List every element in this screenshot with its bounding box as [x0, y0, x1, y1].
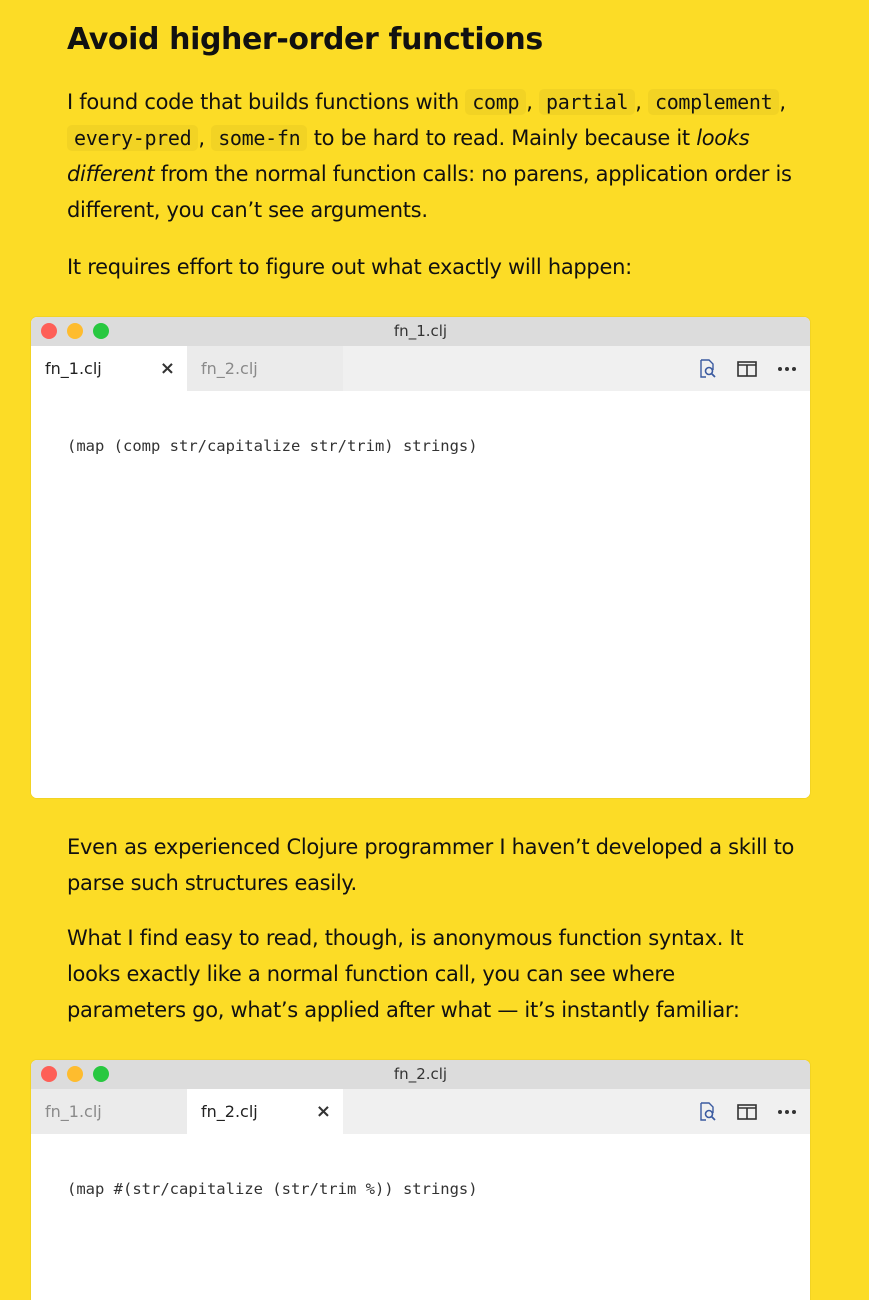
code-complement: complement	[648, 89, 779, 115]
code-editor[interactable]	[31, 391, 810, 798]
close-window-button[interactable]	[41, 1066, 57, 1082]
tab-fn-1[interactable]	[31, 346, 187, 391]
close-icon[interactable]: ×	[159, 358, 175, 379]
tab-label: fn_1.clj	[45, 1102, 102, 1121]
window-titlebar	[31, 317, 810, 346]
paragraph-anonymous: What I find easy to read, though, is anonymous function syntax. It looks exactly like a normal function call, you can see where parameters go, what’s applied after what — it’s instantly familiar:	[67, 926, 744, 1022]
code-line: (map (comp str/capitalize str/trim) strings)	[67, 437, 478, 455]
zoom-window-button[interactable]	[93, 1066, 109, 1082]
traffic-lights	[41, 323, 109, 339]
tab-label: fn_2.clj	[201, 1102, 258, 1121]
close-icon[interactable]: ×	[315, 1101, 331, 1122]
code-line: (map #(str/capitalize (str/trim %)) strings)	[67, 1180, 478, 1198]
paragraph-experience: Even as experienced Clojure programmer I haven’t developed a skill to parse such structures easily.	[67, 835, 795, 895]
close-window-button[interactable]	[41, 323, 57, 339]
split-editor-icon[interactable]	[736, 358, 758, 380]
window-titlebar	[31, 1060, 810, 1089]
search-file-icon[interactable]	[696, 1101, 718, 1123]
paragraph-intro: I found code that builds functions with comp , partial , complement , every-pred , some-fn to be hard to read. Mainly because it looks different from the normal function calls: no parens, application order is different, you can’t see arguments.	[67, 90, 792, 222]
code-every-pred: every-pred	[67, 125, 198, 151]
more-icon[interactable]	[776, 1101, 798, 1123]
page-title: Avoid higher-order functions	[67, 22, 543, 57]
split-editor-icon[interactable]	[736, 1101, 758, 1123]
editor-window-1	[31, 317, 810, 798]
emphasis: looks different	[67, 126, 750, 186]
tab-bar	[31, 1089, 810, 1134]
window-title: fn_2.clj	[393, 1065, 448, 1083]
tab-bar	[31, 346, 810, 391]
tab-fn-1[interactable]	[31, 1089, 187, 1134]
code-some-fn: some-fn	[211, 125, 307, 151]
tab-fn-2[interactable]	[187, 1089, 343, 1134]
editor-actions	[696, 358, 798, 380]
search-file-icon[interactable]	[696, 358, 718, 380]
code-comp: comp	[465, 89, 526, 115]
tab-fn-2[interactable]	[187, 346, 343, 391]
tab-label: fn_2.clj	[201, 359, 258, 378]
code-editor[interactable]	[31, 1134, 810, 1300]
window-title: fn_1.clj	[393, 322, 448, 340]
paragraph-effort: It requires effort to figure out what exactly will happen:	[67, 255, 632, 279]
editor-window-2	[31, 1060, 810, 1300]
minimize-window-button[interactable]	[67, 323, 83, 339]
code-partial: partial	[539, 89, 635, 115]
tab-label: fn_1.clj	[45, 359, 102, 378]
zoom-window-button[interactable]	[93, 323, 109, 339]
editor-actions	[696, 1101, 798, 1123]
more-icon[interactable]	[776, 358, 798, 380]
traffic-lights	[41, 1066, 109, 1082]
minimize-window-button[interactable]	[67, 1066, 83, 1082]
